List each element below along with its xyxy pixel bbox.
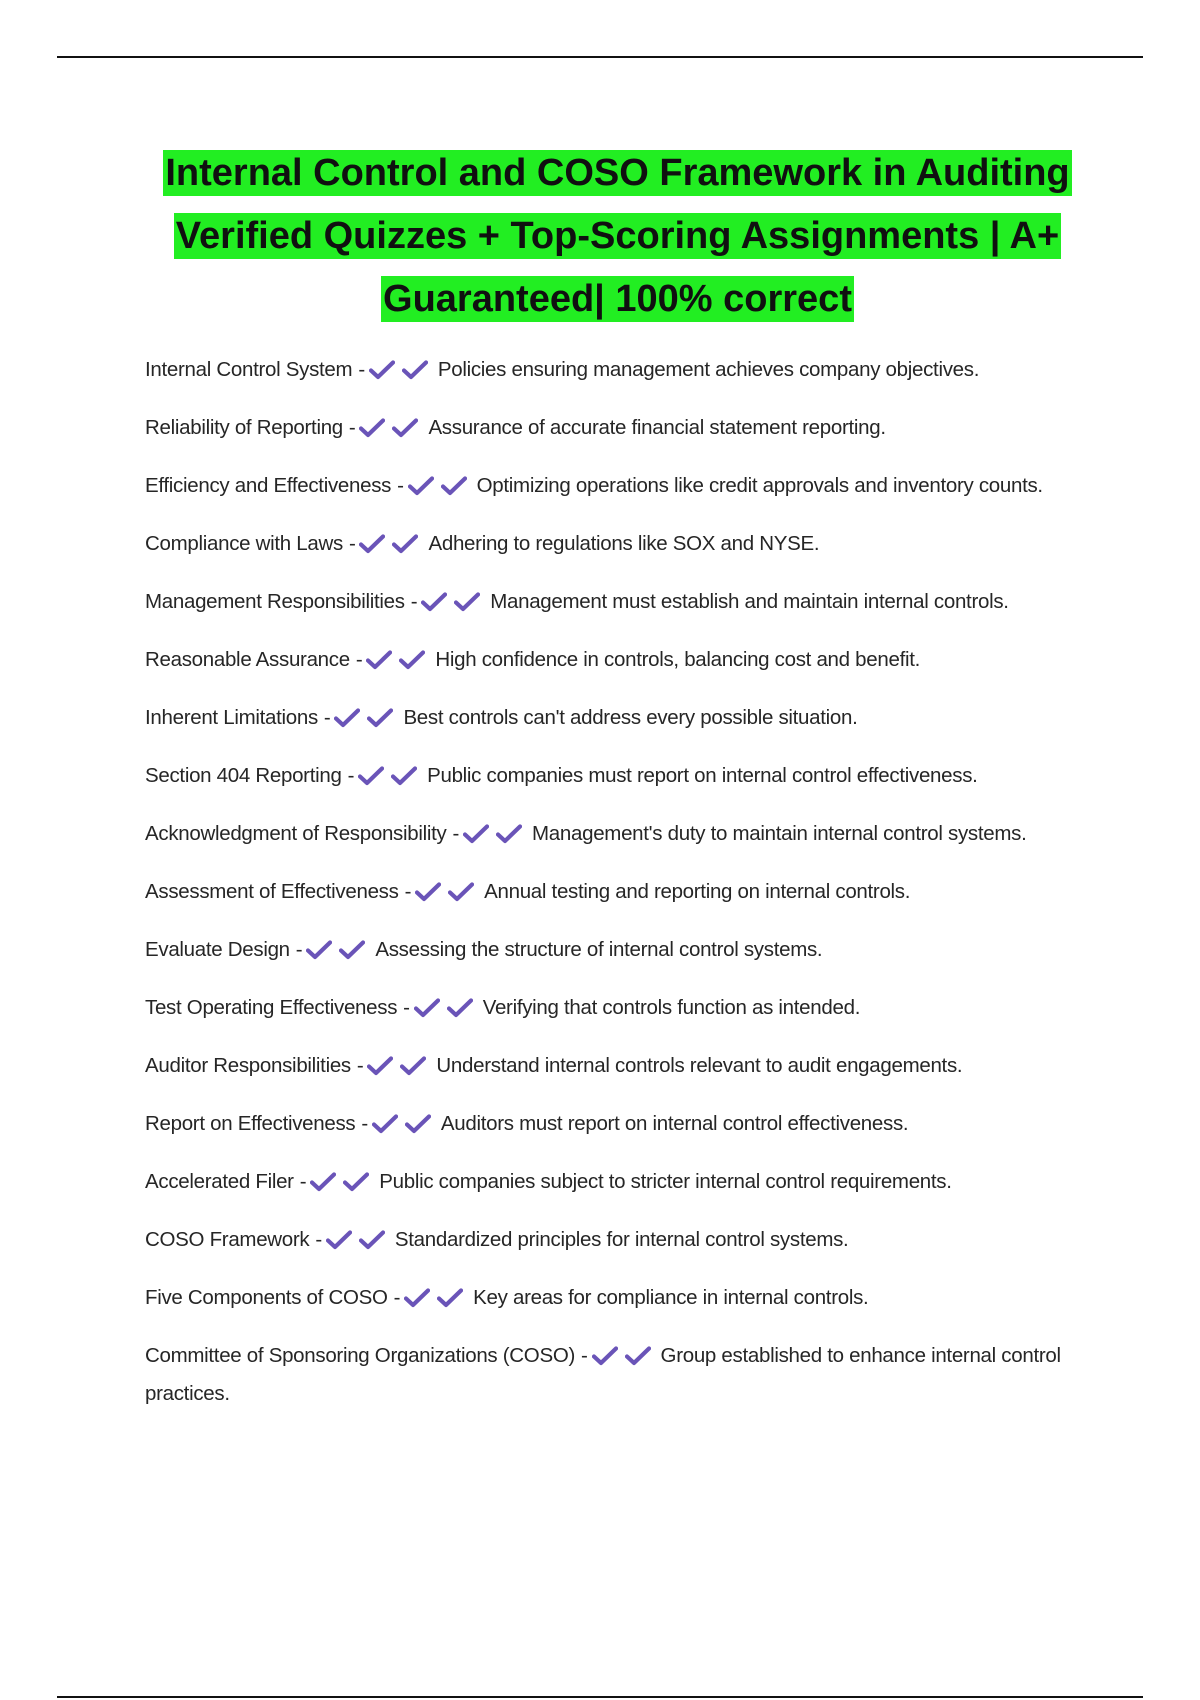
- checkmark-icon: [447, 998, 473, 1018]
- entry-term: Five Components of COSO: [145, 1286, 388, 1309]
- title-line-2: Verified Quizzes + Top-Scoring Assignments | A+: [175, 215, 1060, 257]
- entry-separator: -: [403, 996, 410, 1019]
- entry-definition: Public companies subject to stricter internal control requirements.: [379, 1170, 952, 1193]
- entry-term: Acknowledgment of Responsibility: [145, 822, 447, 845]
- entry-definition: Optimizing operations like credit approvals and inventory counts.: [476, 474, 1043, 497]
- entry-definition: Policies ensuring management achieves company objectives.: [437, 358, 980, 381]
- entry-separator: -: [356, 1054, 364, 1077]
- flashcard-entry: [145, 759, 1085, 797]
- entry-term: Efficiency and Effectiveness: [145, 474, 392, 497]
- entry-term: Reasonable Assurance: [145, 648, 350, 671]
- checkmark-icon: [625, 1346, 651, 1366]
- check-icons: [358, 763, 424, 797]
- checkmark-icon: [392, 418, 418, 438]
- entry-term: Accelerated Filer: [145, 1170, 294, 1193]
- entry-term: Auditor Responsibilities: [145, 1054, 351, 1077]
- flashcard-entry: [145, 643, 1085, 681]
- check-icons: [306, 937, 372, 971]
- checkmark-icon: [421, 592, 447, 612]
- checkmark-icon: [405, 1114, 431, 1134]
- entry-separator: -: [299, 1170, 307, 1193]
- checkmark-icon: [415, 882, 441, 902]
- flashcard-list: [145, 353, 1085, 1431]
- entry-separator: -: [410, 590, 418, 613]
- checkmark-icon: [326, 1230, 352, 1250]
- flashcard-entry: [145, 1281, 1085, 1319]
- checkmark-icon: [441, 476, 467, 496]
- checkmark-icon: [437, 1288, 463, 1308]
- title-line-1: Internal Control and COSO Framework in Auditing: [165, 152, 1070, 194]
- flashcard-entry: [145, 1223, 1085, 1261]
- entry-term: Evaluate Design: [145, 938, 290, 961]
- entry-definition: Standardized principles for internal control systems.: [394, 1228, 849, 1251]
- entry-definition: Verifying that controls function as intended.: [482, 996, 861, 1019]
- checkmark-icon: [414, 998, 440, 1018]
- check-icons: [415, 879, 481, 913]
- checkmark-icon: [392, 534, 418, 554]
- checkmark-icon: [448, 882, 474, 902]
- entry-separator: -: [315, 1228, 322, 1251]
- entry-separator: -: [348, 416, 356, 439]
- check-icons: [404, 1285, 470, 1319]
- entry-definition: Key areas for compliance in internal controls.: [473, 1286, 869, 1309]
- checkmark-icon: [454, 592, 480, 612]
- entry-definition: Auditors must report on internal control effectiveness.: [440, 1112, 909, 1135]
- entry-definition: Public companies must report on internal control effectiveness.: [427, 764, 978, 787]
- checkmark-icon: [399, 650, 425, 670]
- checkmark-icon: [306, 940, 332, 960]
- flashcard-entry: [145, 991, 1085, 1029]
- check-icons: [372, 1111, 438, 1145]
- check-icons: [367, 1053, 433, 1087]
- checkmark-icon: [367, 1056, 393, 1076]
- entry-separator: -: [355, 648, 363, 671]
- checkmark-icon: [463, 824, 489, 844]
- entry-definition: Group established to enhance internal control practices.: [145, 1344, 1061, 1405]
- entry-separator: -: [358, 358, 365, 381]
- entry-definition: Management must establish and maintain internal controls.: [490, 590, 1009, 613]
- flashcard-entry: [145, 411, 1085, 449]
- checkmark-icon: [372, 1114, 398, 1134]
- entry-separator: -: [452, 822, 460, 845]
- entry-definition: Best controls can't address every possible situation.: [403, 706, 858, 729]
- flashcard-entry: [145, 1107, 1085, 1145]
- check-icons: [369, 357, 435, 391]
- entry-separator: -: [323, 706, 331, 729]
- checkmark-icon: [369, 360, 395, 380]
- entry-separator: -: [348, 532, 356, 555]
- check-icons: [334, 705, 400, 739]
- checkmark-icon: [359, 534, 385, 554]
- checkmark-icon: [404, 1288, 430, 1308]
- checkmark-icon: [310, 1172, 336, 1192]
- flashcard-entry: [145, 353, 1085, 391]
- checkmark-icon: [408, 476, 434, 496]
- flashcard-entry: [145, 527, 1085, 565]
- checkmark-icon: [496, 824, 522, 844]
- entry-term: COSO Framework: [145, 1228, 310, 1251]
- entry-definition: High confidence in controls, balancing cost and benefit.: [435, 648, 921, 671]
- checkmark-icon: [359, 1230, 385, 1250]
- flashcard-entry: [145, 875, 1085, 913]
- check-icons: [463, 821, 529, 855]
- flashcard-entry: [145, 701, 1085, 739]
- checkmark-icon: [358, 766, 384, 786]
- flashcard-entry: [145, 1049, 1085, 1087]
- entry-definition: Annual testing and reporting on internal controls.: [484, 880, 911, 903]
- flashcard-entry: [145, 585, 1085, 623]
- flashcard-entry: [145, 1165, 1085, 1203]
- entry-definition: Assurance of accurate financial statement reporting.: [428, 416, 886, 439]
- check-icons: [421, 589, 487, 623]
- entry-separator: -: [404, 880, 412, 903]
- entry-term: Reliability of Reporting: [145, 416, 343, 439]
- checkmark-icon: [339, 940, 365, 960]
- title-line-3: Guaranteed| 100% correct: [383, 278, 852, 320]
- entry-term: Committee of Sponsoring Organizations (COSO): [145, 1344, 576, 1367]
- entry-term: Test Operating Effectiveness: [145, 996, 398, 1019]
- check-icons: [359, 415, 425, 449]
- entry-definition: Understand internal controls relevant to audit engagements.: [436, 1054, 963, 1077]
- entry-term: Assessment of Effectiveness: [145, 880, 399, 903]
- check-icons: [408, 473, 474, 507]
- checkmark-icon: [367, 708, 393, 728]
- entry-separator: -: [393, 1286, 401, 1309]
- entry-definition: Adhering to regulations like SOX and NYSE.: [428, 532, 820, 555]
- checkmark-icon: [359, 418, 385, 438]
- checkmark-icon: [391, 766, 417, 786]
- flashcard-entry: [145, 469, 1085, 507]
- checkmark-icon: [334, 708, 360, 728]
- document-title: [140, 142, 1095, 331]
- check-icons: [414, 995, 480, 1029]
- entry-term: Section 404 Reporting: [145, 764, 342, 787]
- entry-separator: -: [581, 1344, 588, 1367]
- bottom-divider: [57, 1696, 1143, 1698]
- entry-definition: Management's duty to maintain internal control systems.: [532, 822, 1027, 845]
- checkmark-icon: [343, 1172, 369, 1192]
- entry-separator: -: [361, 1112, 368, 1135]
- checkmark-icon: [366, 650, 392, 670]
- check-icons: [326, 1227, 392, 1261]
- entry-term: Report on Effectiveness: [145, 1112, 356, 1135]
- checkmark-icon: [402, 360, 428, 380]
- check-icons: [359, 531, 425, 565]
- check-icons: [310, 1169, 376, 1203]
- entry-term: Internal Control System: [145, 358, 353, 381]
- entry-definition: Assessing the structure of internal control systems.: [375, 938, 823, 961]
- top-divider: [57, 56, 1143, 58]
- entry-separator: -: [347, 764, 355, 787]
- entry-term: Management Responsibilities: [145, 590, 405, 613]
- flashcard-entry: [145, 817, 1085, 855]
- entry-term: Inherent Limitations: [145, 706, 318, 729]
- entry-separator: -: [397, 474, 404, 497]
- flashcard-entry: [145, 1339, 1085, 1411]
- checkmark-icon: [400, 1056, 426, 1076]
- entry-term: Compliance with Laws: [145, 532, 343, 555]
- flashcard-entry: [145, 933, 1085, 971]
- entry-separator: -: [295, 938, 303, 961]
- check-icons: [592, 1343, 658, 1377]
- checkmark-icon: [592, 1346, 618, 1366]
- check-icons: [366, 647, 432, 681]
